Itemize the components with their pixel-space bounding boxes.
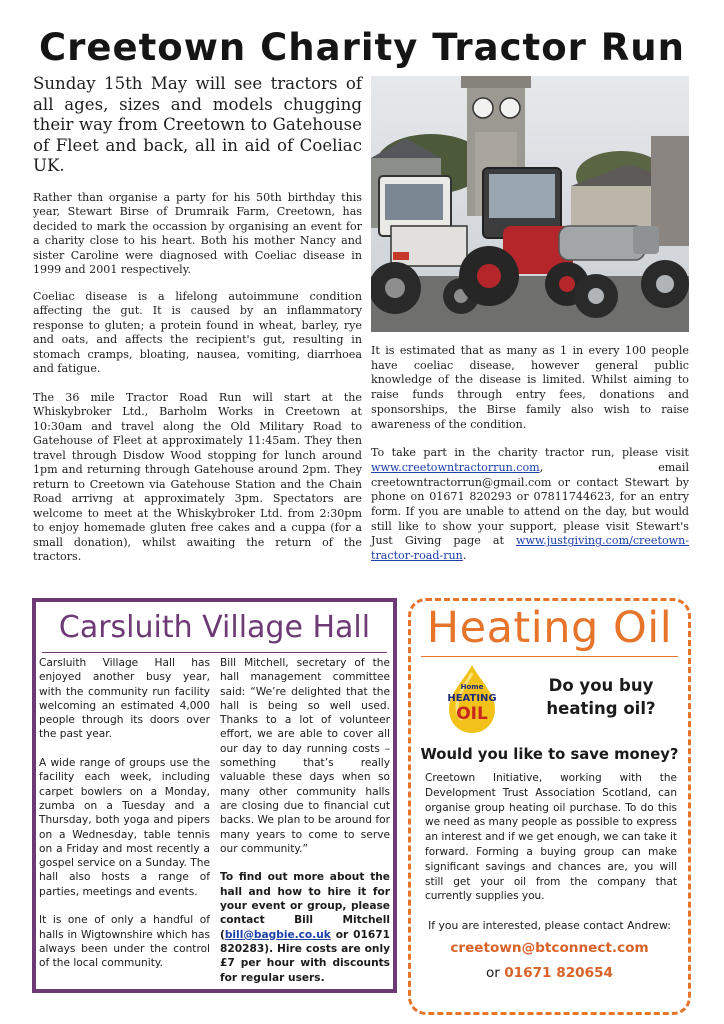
village-hall-column-1 — [39, 656, 210, 985]
article-signup-paragraph — [371, 446, 689, 564]
tractors-photo — [371, 76, 689, 332]
article-left-column — [33, 74, 362, 579]
or-text: or — [485, 965, 500, 981]
heating-oil-email[interactable]: creetown@btconnect.com — [450, 940, 649, 956]
hall-paragraph: Bill Mitchell, secretary of the hall management committee said: “We’re delighted that the hall is being so well used. Thanks to a lot of volunteer effort, we are able to cover all our day to day running costs – something that’s really valuable these days when so many other community halls are closing due to financial cut backs. We plan to be around for many years to come to serve our community.” — [220, 657, 390, 855]
heating-oil-contact: If you are interested, please contact Andrew: — [428, 919, 671, 932]
hall-contact-paragraph — [220, 870, 390, 984]
article-title: Creetown Charity Tractor Run — [39, 26, 685, 69]
hall-paragraph: A wide range of groups use the facility each week, including carpet bowlers on a Monday, zumba on a Tuesday and a Thursday, both yoga and pipers on a Wednesday, table tennis on a Friday and most recently a gospel service on a Sunday. The hall also hosts a range of parties, meetings and events. — [39, 757, 210, 898]
hall-paragraph: It is one of only a handful of halls in Wigtownshire which has always been under the control of the local community. — [39, 914, 210, 970]
heating-oil-phone[interactable]: 01671 820654 — [504, 965, 613, 981]
signup-text: To take part in the charity tractor run, please visit — [371, 446, 689, 460]
signup-text: . — [462, 549, 467, 563]
tractor-run-website-link[interactable]: www.creetowntractorrun.com — [371, 460, 540, 474]
logo-line-heating: HEATING — [447, 693, 497, 704]
article-lead: Sunday 15th May will see tractors of all ages, sizes and models chugging their way from Creetown to Gatehouse of Fleet and back, all in aid of Coeliac UK. — [33, 74, 362, 175]
article-paragraph: It is estimated that as many as 1 in every 100 people have coeliac disease, however general public knowledge of the disease is limited. Whilst aiming to raise funds through entry fees, donations and sponsorships, the Birse family also wish to raise awareness of the condition. — [371, 344, 689, 431]
heating-oil-box — [408, 598, 691, 1015]
tractors-photo-illustration — [371, 76, 689, 332]
village-hall-column-2 — [220, 656, 390, 999]
hall-contact-text: To find out more about the hall and how to hire it for your event or group, please contact Bill Mitchell ( — [220, 871, 390, 941]
heating-oil-body: Creetown Initiative, working with the Development Trust Association Scotland, can organise group heating oil purchase. To do this we need as many people as possible to express an interest and if we get enough, we can take it forward. Forming a buying group can make significant savings and chances are, you will still get your oil from the company that currently supplies you. — [425, 772, 677, 903]
justgiving-link[interactable]: www.justgiving.com/creetown-tractor-road-run — [371, 534, 690, 563]
heating-oil-phone-line — [411, 965, 688, 981]
logo-line-home: Home — [460, 683, 484, 691]
heating-oil-question: Do you buy heating oil? — [546, 676, 656, 718]
oil-drop-logo-icon — [439, 663, 505, 735]
article-right-column — [371, 344, 689, 578]
article-paragraph: Rather than organise a party for his 50th birthday this year, Stewart Birse of Drumraik Farm, Creetown, has decided to mark the occassion by organising an event for a charity close to his heart. Both his mother Nancy and sister Caroline were diagnosed with Coeliac disease in 1999 and 2001 respectively. — [33, 190, 362, 276]
divider — [42, 652, 387, 653]
hall-paragraph: Carsluith Village Hall has enjoyed another busy year, with the community run facility welcoming an estimated 4,000 people through its doors over the past year. — [39, 657, 210, 741]
article-paragraph: Coeliac disease is a lifelong autoimmune condition affecting the gut. It is caused by an inflammatory response to gluten; a protein found in wheat, barley, rye and oats, and affects the recipient's gut, resulting in stomach cramps, bloating, nausea, vomiting, diarrhoea and fatigue. — [33, 289, 362, 375]
heating-oil-subheading: Would you like to save money? — [420, 746, 679, 763]
village-hall-title: Carsluith Village Hall — [58, 610, 371, 645]
divider — [421, 656, 678, 657]
hall-email-link[interactable]: bill@bagbie.co.uk — [224, 928, 331, 941]
signup-text: , email creetowntractorrun@gmail.com or contact Stewart by phone on 01671 820293 or 07811744623, for an entry form. If you are unable to attend on the day, but would still like to show your support, please visit Stewart's Just Giving page at — [371, 460, 689, 548]
heating-oil-title: Heating Oil — [426, 603, 673, 653]
article-paragraph: The 36 mile Tractor Road Run will start at the Whiskybroker Ltd., Barholm Works in Creetown at 10:30am and travel along the Old Military Road to Gatehouse of Fleet at approximately 11:45am. They then travel through Disdow Wood stopping for lunch around 1pm and returning through Gatehouse around 2pm. They return to Creetown via Gatehouse Station and the Chain Road arrivng at approximately 3pm. Spectators are welcome to meet at the Whiskybroker Ltd. from 2:30pm to enjoy homemade gluten free cakes and a cuppa (for a small donation), whilst awaiting the return of the tractors. — [33, 390, 362, 563]
hall-contact-text: or 01671 820283). Hire costs are only £7 per hour with discounts for regular users. — [220, 928, 390, 984]
village-hall-box — [32, 598, 397, 993]
logo-line-oil: OIL — [456, 704, 488, 724]
